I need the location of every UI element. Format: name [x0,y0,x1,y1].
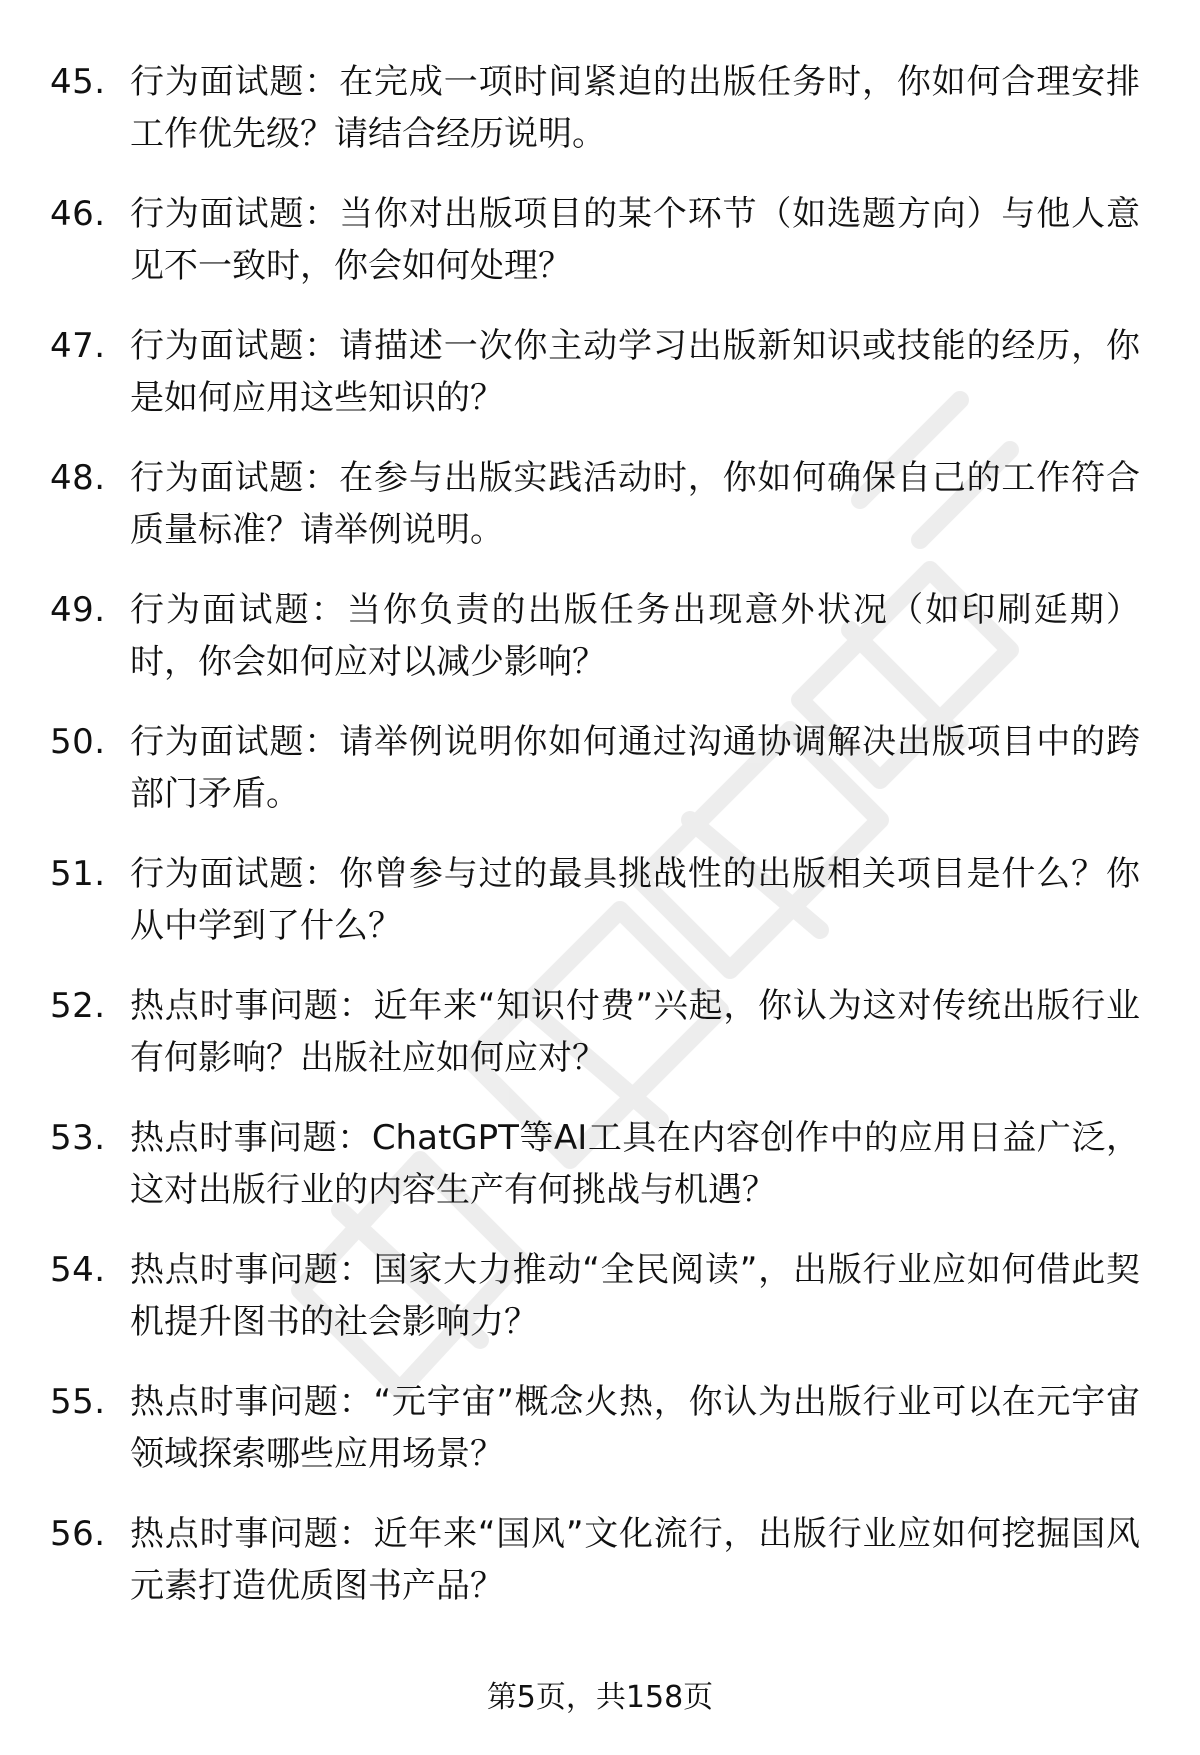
question-item-56 [50,1508,1160,1640]
question-text: 热点时事问题：近年来“知识付费”兴起，你认为这对传统出版行业有何影响？出版社应如何应对？ [130,986,1140,1078]
question-number: 50. [50,722,106,762]
question-number: 48. [50,458,106,498]
question-number: 46. [50,194,106,234]
question-item-46 [50,188,1160,320]
question-number: 49. [50,590,106,630]
question-number: 53. [50,1118,106,1158]
question-text: 行为面试题：请举例说明你如何通过沟通协调解决出版项目中的跨部门矛盾。 [130,722,1140,814]
question-number: 54. [50,1250,106,1290]
question-item-51 [50,848,1160,980]
question-item-55 [50,1376,1160,1508]
question-item-52 [50,980,1160,1112]
question-list [50,56,1160,1640]
question-number: 45. [50,62,106,102]
page-number-footer: 第5页，共158页 [486,1680,714,1715]
question-item-53 [50,1112,1160,1244]
question-item-48 [50,452,1160,584]
question-number: 56. [50,1514,106,1554]
question-text: 行为面试题：在参与出版实践活动时，你如何确保自己的工作符合质量标准？请举例说明。 [130,458,1140,550]
question-text: 热点时事问题：近年来“国风”文化流行，出版行业应如何挖掘国风元素打造优质图书产品？ [130,1514,1140,1606]
question-text: 热点时事问题：国家大力推动“全民阅读”，出版行业应如何借此契机提升图书的社会影响力？ [130,1250,1140,1342]
question-number: 55. [50,1382,106,1422]
question-item-50 [50,716,1160,848]
question-item-49 [50,584,1160,716]
question-text: 行为面试题：你曾参与过的最具挑战性的出版相关项目是什么？你从中学到了什么？ [130,854,1140,946]
question-text: 行为面试题：在完成一项时间紧迫的出版任务时，你如何合理安排工作优先级？请结合经历说明。 [130,62,1140,154]
question-item-54 [50,1244,1160,1376]
question-number: 47. [50,326,106,366]
question-text: 行为面试题：当你负责的出版任务出现意外状况（如印刷延期）时，你会如何应对以减少影响？ [130,590,1140,682]
question-number: 51. [50,854,106,894]
question-number: 52. [50,986,106,1026]
question-item-45 [50,56,1160,188]
question-text: 行为面试题：请描述一次你主动学习出版新知识或技能的经历，你是如何应用这些知识的？ [130,326,1140,418]
question-text: 热点时事问题：ChatGPT等AI工具在内容创作中的应用日益广泛，这对出版行业的内容生产有何挑战与机遇？ [130,1118,1140,1210]
question-text: 行为面试题：当你对出版项目的某个环节（如选题方向）与他人意见不一致时，你会如何处理？ [130,194,1140,286]
question-text: 热点时事问题：“元宇宙”概念火热，你认为出版行业可以在元宇宙领域探索哪些应用场景？ [130,1382,1140,1474]
question-item-47 [50,320,1160,452]
